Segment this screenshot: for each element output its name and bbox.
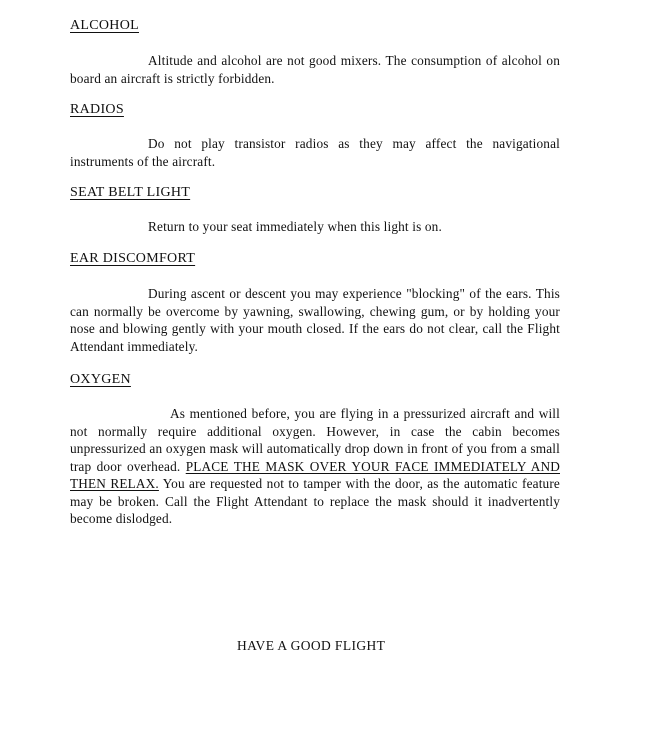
heading-radios: RADIOS xyxy=(70,102,124,117)
oxygen-text-part2: You are requested not to tamper with the door, as the automatic feature may be broken. Call the Flight Attendant to replace the mask should it inadvertently become dislodged. xyxy=(70,476,560,526)
paragraph-alcohol: Altitude and alcohol are not good mixers. The consumption of alcohol on board an aircraft is strictly forbidden. xyxy=(70,53,560,86)
paragraph-seat-belt-light: Return to your seat immediately when this light is on. xyxy=(148,219,442,234)
heading-seat-belt-light: SEAT BELT LIGHT xyxy=(70,185,191,200)
closing-message: HAVE A GOOD FLIGHT xyxy=(237,638,386,653)
paragraph-radios: Do not play transistor radios as they may affect the navigational instruments of the aircraft. xyxy=(70,136,560,169)
heading-oxygen: OXYGEN xyxy=(70,372,131,387)
oxygen-text-part1: As mentioned before, you are flying in a pressurized aircraft and will not normally require additional oxygen. However, in case the cabin becomes unpressurized an oxygen mask will automatically drop down in front of you from a small trap door overhead. xyxy=(70,406,560,474)
oxygen-emphasis-instruction: PLACE THE MASK OVER YOUR FACE IMMEDIATELY AND THEN RELAX. xyxy=(70,458,560,491)
paragraph-ear-discomfort: During ascent or descent you may experience "blocking" of the ears. This can normally be overcome by yawning, swallowing, chewing gum, or by holding your nose and blowing gently with your mouth closed. If the ears do not clear, call the Flight Attendant immediately. xyxy=(70,286,560,354)
heading-alcohol: ALCOHOL xyxy=(70,18,139,33)
paragraph-oxygen xyxy=(70,405,560,528)
heading-ear-discomfort: EAR DISCOMFORT xyxy=(70,251,196,266)
